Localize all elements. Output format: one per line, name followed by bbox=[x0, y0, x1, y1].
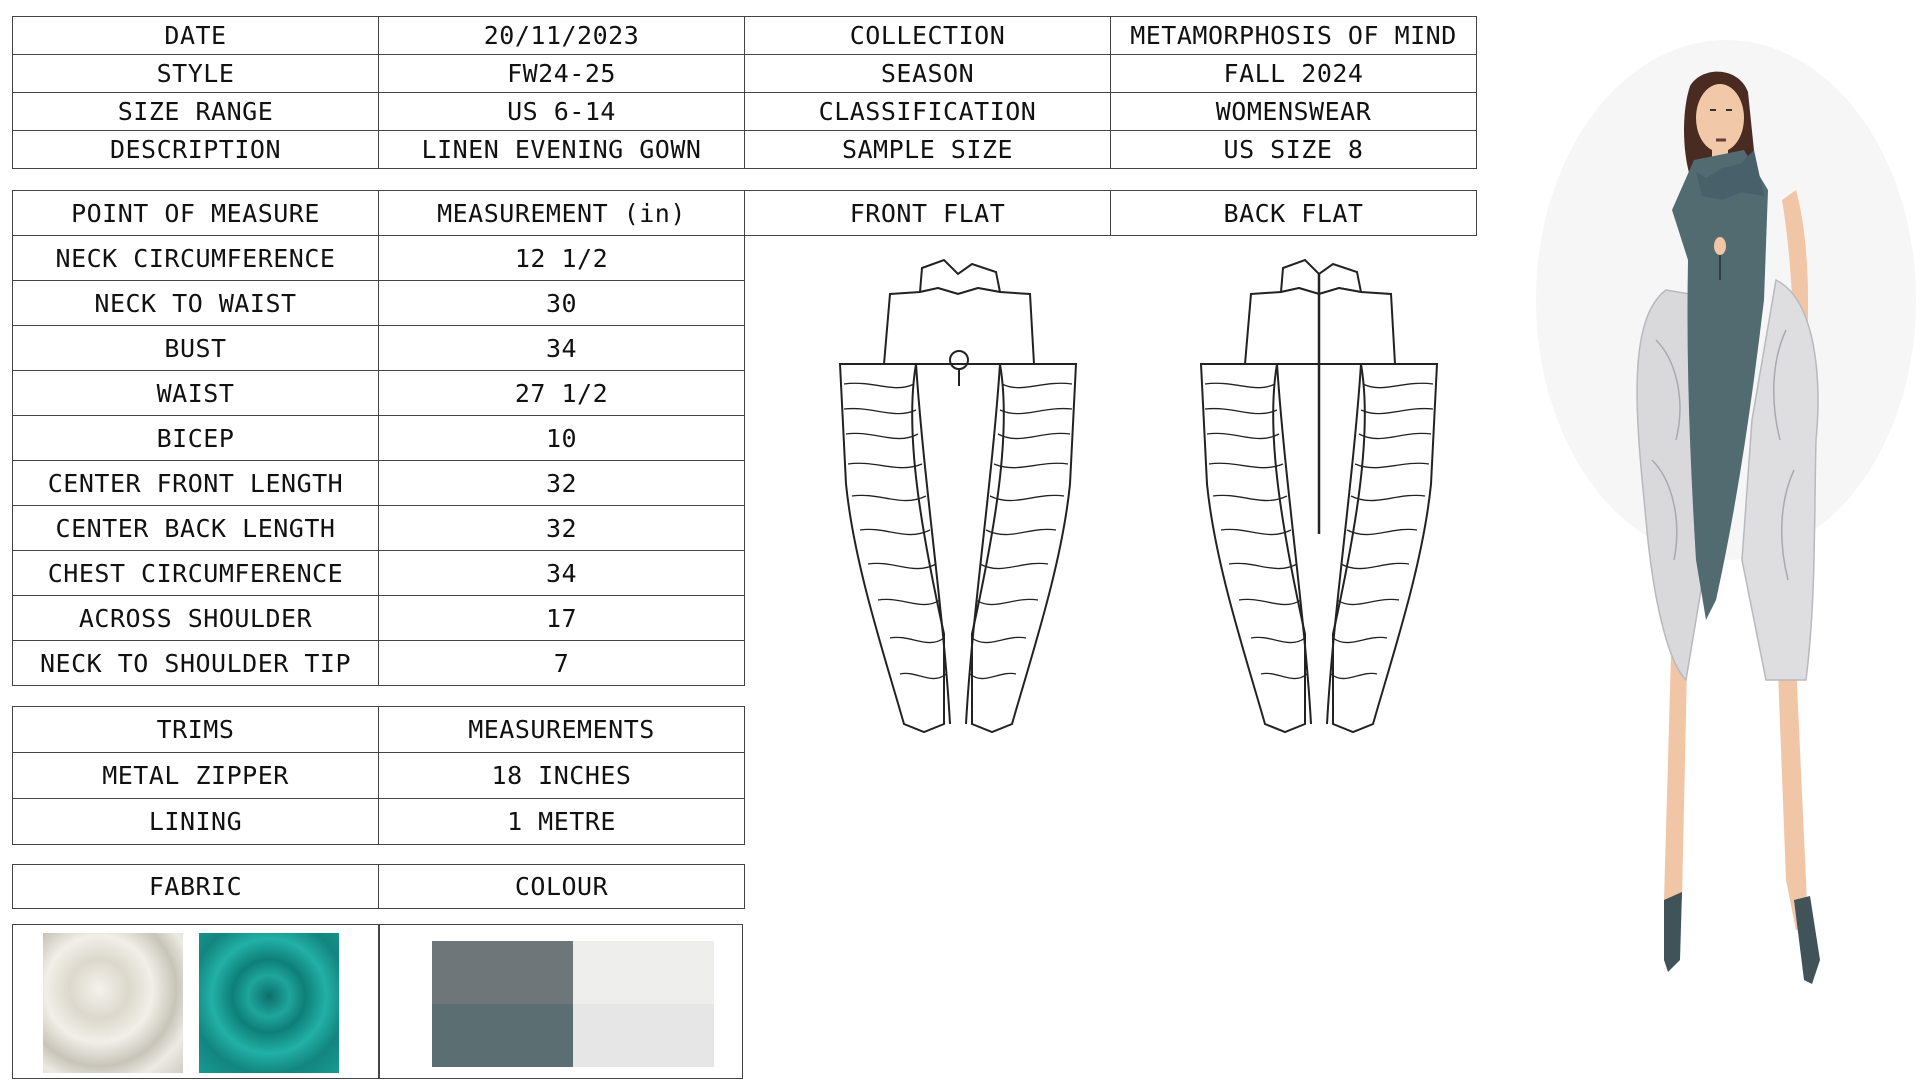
back-flat-label: BACK FLAT bbox=[1111, 191, 1477, 236]
header-info-table bbox=[12, 16, 1477, 169]
info-row-description bbox=[13, 131, 1477, 169]
table-row bbox=[13, 753, 745, 799]
info-label: SEASON bbox=[745, 55, 1111, 93]
measure-value: 27 1/2 bbox=[379, 371, 745, 416]
measure-point: NECK TO SHOULDER TIP bbox=[13, 641, 379, 686]
measure-point: CENTER BACK LENGTH bbox=[13, 506, 379, 551]
table-row bbox=[13, 461, 745, 506]
measure-value: 34 bbox=[379, 551, 745, 596]
trims-table bbox=[12, 706, 745, 845]
info-label: CLASSIFICATION bbox=[745, 93, 1111, 131]
measure-value: 12 1/2 bbox=[379, 236, 745, 281]
measure-point: CENTER FRONT LENGTH bbox=[13, 461, 379, 506]
info-value: FW24-25 bbox=[379, 55, 745, 93]
color-chip-grey bbox=[432, 941, 573, 1004]
fabric-label: FABRIC bbox=[13, 865, 379, 909]
color-chip-light-grey bbox=[573, 1004, 714, 1067]
technical-flats bbox=[744, 234, 1475, 754]
measure-point: BICEP bbox=[13, 416, 379, 461]
info-value: LINEN EVENING GOWN bbox=[379, 131, 745, 169]
fashion-illustration bbox=[1476, 0, 1920, 1080]
table-row bbox=[13, 596, 745, 641]
info-value: WOMENSWEAR bbox=[1111, 93, 1477, 131]
table-row bbox=[13, 506, 745, 551]
table-row bbox=[13, 799, 745, 845]
info-value: 20/11/2023 bbox=[379, 17, 745, 55]
fabric-swatch-teal-satin bbox=[199, 933, 339, 1073]
colour-label: COLOUR bbox=[379, 865, 745, 909]
trim-value: 18 INCHES bbox=[379, 753, 745, 799]
column-header: TRIMS bbox=[13, 707, 379, 753]
trim-name: METAL ZIPPER bbox=[13, 753, 379, 799]
trims-header-row bbox=[13, 707, 745, 753]
trim-name: LINING bbox=[13, 799, 379, 845]
measure-point: NECK TO WAIST bbox=[13, 281, 379, 326]
measure-value: 30 bbox=[379, 281, 745, 326]
flats-header-table bbox=[744, 190, 1477, 236]
fabric-header-table bbox=[12, 864, 745, 909]
table-row bbox=[13, 281, 745, 326]
fabric-header-row bbox=[13, 865, 745, 909]
info-value: US 6-14 bbox=[379, 93, 745, 131]
measure-value: 32 bbox=[379, 461, 745, 506]
column-header: POINT OF MEASURE bbox=[13, 191, 379, 236]
fabric-swatch-white-organza bbox=[43, 933, 183, 1073]
measure-point: CHEST CIRCUMFERENCE bbox=[13, 551, 379, 596]
table-row bbox=[13, 641, 745, 686]
info-value: METAMORPHOSIS OF MIND bbox=[1111, 17, 1477, 55]
front-flat-label: FRONT FLAT bbox=[745, 191, 1111, 236]
table-row bbox=[13, 236, 745, 281]
info-label: SAMPLE SIZE bbox=[745, 131, 1111, 169]
table-row bbox=[13, 326, 745, 371]
front-flat-sketch bbox=[840, 260, 1076, 732]
measure-value: 34 bbox=[379, 326, 745, 371]
flats-header-row bbox=[745, 191, 1477, 236]
measurement-table bbox=[12, 190, 745, 686]
table-row bbox=[13, 416, 745, 461]
color-chip-offwhite bbox=[573, 941, 714, 1004]
column-header: MEASUREMENTS bbox=[379, 707, 745, 753]
measure-point: NECK CIRCUMFERENCE bbox=[13, 236, 379, 281]
info-value: FALL 2024 bbox=[1111, 55, 1477, 93]
info-label: COLLECTION bbox=[745, 17, 1111, 55]
info-label: STYLE bbox=[13, 55, 379, 93]
table-row bbox=[13, 371, 745, 416]
info-label: DATE bbox=[13, 17, 379, 55]
measure-value: 7 bbox=[379, 641, 745, 686]
measurement-header-row bbox=[13, 191, 745, 236]
info-row-date bbox=[13, 17, 1477, 55]
measure-point: BUST bbox=[13, 326, 379, 371]
measure-point: WAIST bbox=[13, 371, 379, 416]
column-header: MEASUREMENT (in) bbox=[379, 191, 745, 236]
info-label: DESCRIPTION bbox=[13, 131, 379, 169]
divider bbox=[378, 925, 380, 1078]
info-row-size-range bbox=[13, 93, 1477, 131]
measure-point: ACROSS SHOULDER bbox=[13, 596, 379, 641]
info-row-style bbox=[13, 55, 1477, 93]
info-value: US SIZE 8 bbox=[1111, 131, 1477, 169]
fabric-colour-box bbox=[12, 924, 743, 1079]
measure-value: 32 bbox=[379, 506, 745, 551]
measure-value: 10 bbox=[379, 416, 745, 461]
trim-value: 1 METRE bbox=[379, 799, 745, 845]
back-flat-sketch bbox=[1201, 260, 1437, 732]
info-label: SIZE RANGE bbox=[13, 93, 379, 131]
table-row bbox=[13, 551, 745, 596]
measure-value: 17 bbox=[379, 596, 745, 641]
color-chip-slate-teal bbox=[432, 1004, 573, 1067]
